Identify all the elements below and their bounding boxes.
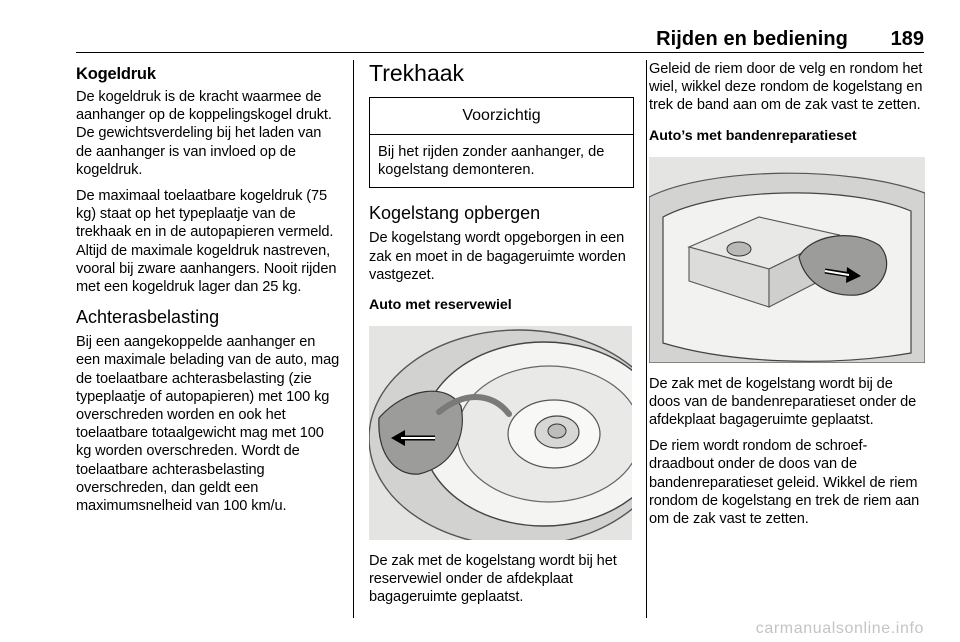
caution-body: Bij het rijden zonder aanhanger, de kogelstang demonteren. bbox=[378, 144, 605, 179]
kogelstang-opbergen-paragraph: De kogelstang wordt opgeborgen in een zak en moet in de bagageruimte worden vastgezet. bbox=[369, 230, 626, 283]
column-right bbox=[649, 60, 925, 536]
riem-intro-paragraph: Geleid de riem door de velg en rondom het wiel, wikkel deze rondom de kogelstang en trek de band aan om de zak vast te zetten. bbox=[649, 61, 923, 114]
column-left bbox=[76, 60, 340, 523]
kogelstang-opbergen-heading: Kogelstang opbergen bbox=[369, 203, 541, 224]
kogeldruk-paragraph-2: De maximaal toelaatbare kogeldruk (75 kg) staat op het typeplaatje van de trekhaak en in de autopapieren vermeld. Altijd de maximale kogeldruk nastreven, vooral bij zware aanhangers. Nooit rijden met een kogeldruk lager dan 25 kg. bbox=[76, 188, 337, 296]
column-divider bbox=[353, 60, 354, 618]
watermark: carmanualsonline.info bbox=[755, 620, 924, 637]
kogeldruk-heading: Kogeldruk bbox=[76, 65, 156, 83]
section-title: Rijden en bediening bbox=[656, 28, 848, 50]
column-middle bbox=[369, 60, 634, 615]
reservewiel-heading: Auto met reservewiel bbox=[369, 297, 512, 314]
bandenreparatieset-caption: De zak met de kogelstang wordt bij de doos van de bandenreparatieset onder de afdekplaat bagageruimte geplaatst. bbox=[649, 375, 917, 429]
trekhaak-heading: Trekhaak bbox=[369, 60, 465, 86]
spare-wheel-illustration bbox=[369, 326, 632, 540]
repair-kit-drawing bbox=[649, 157, 925, 363]
spare-wheel-drawing bbox=[369, 326, 632, 540]
column-divider bbox=[646, 60, 647, 618]
caution-box bbox=[369, 97, 634, 188]
repair-kit-illustration bbox=[649, 157, 925, 363]
achterasbelasting-heading: Achterasbelasting bbox=[76, 307, 220, 328]
caution-title: Voorzichtig bbox=[370, 98, 633, 135]
riem-final-paragraph: De riem wordt rondom de schroefdraadbout onder de doos van de bandenreparatieset geleid. Wikkel de riem rondom de kogelstang en trek de riem aan om de zak vast te zetten. bbox=[649, 438, 920, 528]
bandenreparatieset-heading: Auto’s met bandenreparatieset bbox=[649, 127, 857, 144]
page-header bbox=[76, 26, 924, 53]
achterasbelasting-paragraph: Bij een aangekoppelde aanhanger en een maximale belading van de auto, mag de toelaatbare achterasbelasting (zie typeplaatje of autopapieren) met 100 kg overschreden worden en ook het toelaatbare totaalgewicht mag met 100 kg worden overschreden. Wordt de toelaatbare achterasbelasting overschreden, dan geldt een maximumsnelheid van 100 km/u. bbox=[76, 334, 340, 515]
reservewiel-caption: De zak met de kogelstang wordt bij het reservewiel onder de afdekplaat bagageruimte geplaatst. bbox=[369, 553, 617, 606]
page-number: 189 bbox=[890, 28, 924, 50]
kogeldruk-paragraph-1: De kogeldruk is de kracht waarmee de aanhanger op de koppelingskogel drukt. De gewichtsverdeling bij het laden van de aanhanger is van invloed op de kogeldruk. bbox=[76, 89, 332, 178]
